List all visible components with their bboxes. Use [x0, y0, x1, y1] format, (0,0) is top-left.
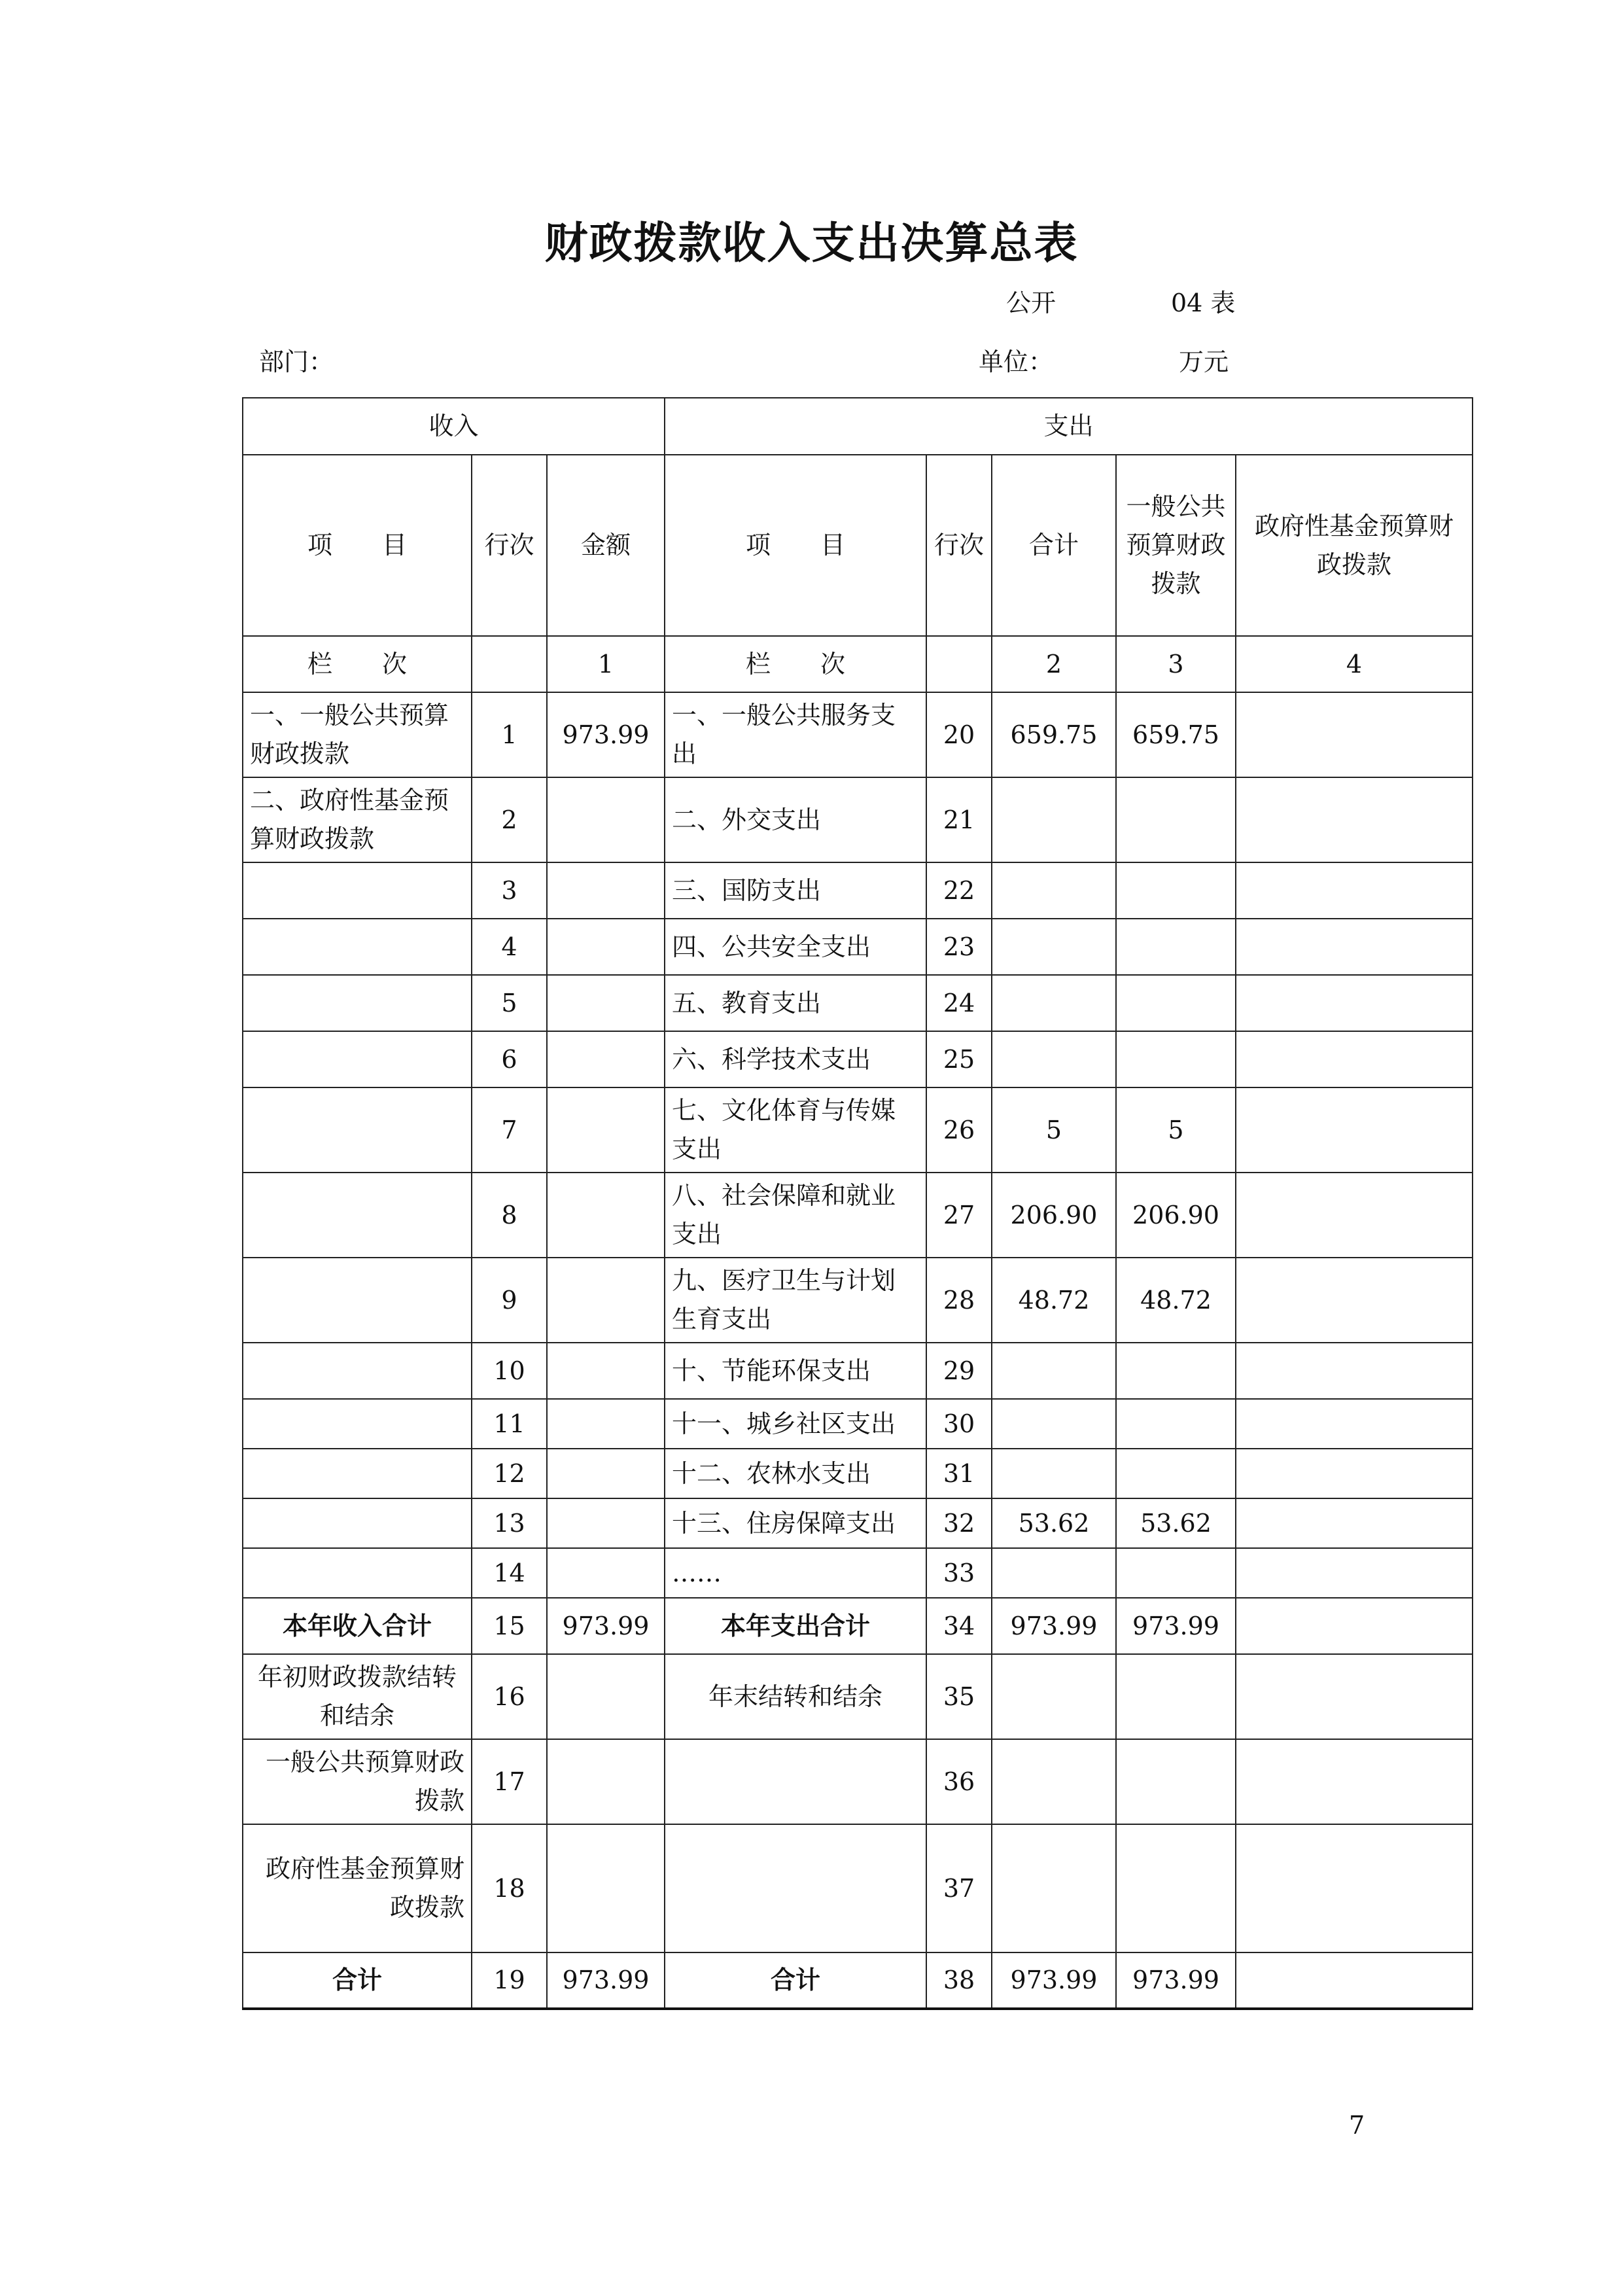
expense-total-cell: 48.72	[992, 1258, 1116, 1343]
income-amount-cell	[547, 975, 665, 1031]
expense-total-cell	[992, 1824, 1116, 1952]
income-item-cell	[243, 1548, 472, 1598]
expense-item-cell: 八、社会保障和就业支出	[665, 1173, 926, 1258]
expense-item-cell: 十二、农林水支出	[665, 1449, 926, 1498]
expense-total-cell	[992, 862, 1116, 919]
expense-line-cell: 20	[926, 692, 992, 777]
table-row	[243, 919, 1473, 975]
page-number: 7	[1349, 2111, 1365, 2140]
expense-item-cell: 三、国防支出	[665, 862, 926, 919]
expense-fund-cell	[1236, 1739, 1473, 1824]
income-line-cell: 7	[472, 1087, 547, 1173]
income-amount-cell: 973.99	[547, 692, 665, 777]
expense-total-cell	[992, 1399, 1116, 1449]
table-row	[243, 1031, 1473, 1087]
income-amount-cell	[547, 1343, 665, 1399]
expense-total-cell	[992, 919, 1116, 975]
expense-general-cell	[1116, 1654, 1236, 1739]
table-row	[243, 1087, 1473, 1173]
table-row	[243, 975, 1473, 1031]
income-amount-cell	[547, 1654, 665, 1739]
expense-item-cell	[665, 1824, 926, 1952]
expense-total-cell: 206.90	[992, 1173, 1116, 1258]
expense-general-cell: 206.90	[1116, 1173, 1236, 1258]
table-row	[243, 1498, 1473, 1548]
table-number: 04 表	[1171, 289, 1236, 317]
expense-line-cell: 26	[926, 1087, 992, 1173]
income-item-cell	[243, 1087, 472, 1173]
expense-item-header: 项 目	[665, 455, 926, 636]
expense-line-cell: 32	[926, 1498, 992, 1548]
expense-fund-cell	[1236, 975, 1473, 1031]
expense-general-cell	[1116, 1031, 1236, 1087]
expense-total-cell: 973.99	[992, 1598, 1116, 1654]
income-line-cell: 6	[472, 1031, 547, 1087]
income-line-cell: 3	[472, 862, 547, 919]
income-item-cell: 一般公共预算财政拨款	[243, 1739, 472, 1824]
income-item-cell: 政府性基金预算财政拨款	[243, 1824, 472, 1952]
income-line-cell: 17	[472, 1739, 547, 1824]
table-row	[243, 1739, 1473, 1824]
income-item-cell	[243, 1498, 472, 1548]
expense-general-cell	[1116, 919, 1236, 975]
income-line-cell: 4	[472, 919, 547, 975]
income-index-1: 1	[547, 636, 665, 692]
expense-total-cell: 659.75	[992, 692, 1116, 777]
income-index-label: 栏 次	[243, 636, 472, 692]
income-line-cell: 8	[472, 1173, 547, 1258]
expense-fund-cell	[1236, 1548, 1473, 1598]
table-row	[243, 1952, 1473, 2009]
expense-item-cell	[665, 1739, 926, 1824]
income-line-cell: 12	[472, 1449, 547, 1498]
income-amount-header: 金额	[547, 455, 665, 636]
table-row	[243, 1173, 1473, 1258]
income-item-cell	[243, 1343, 472, 1399]
expense-total-cell: 5	[992, 1087, 1116, 1173]
expense-total-cell	[992, 1654, 1116, 1739]
expense-general-cell: 973.99	[1116, 1598, 1236, 1654]
expense-total-cell	[992, 1739, 1116, 1824]
table-row	[243, 1654, 1473, 1739]
income-index-line	[472, 636, 547, 692]
expense-general-cell	[1116, 1739, 1236, 1824]
expense-fund-cell	[1236, 1031, 1473, 1087]
income-line-cell: 16	[472, 1654, 547, 1739]
expense-item-cell: 一、一般公共服务支出	[665, 692, 926, 777]
income-line-cell: 13	[472, 1498, 547, 1548]
expense-item-cell: 五、教育支出	[665, 975, 926, 1031]
expense-total-header: 合计	[992, 455, 1116, 636]
income-amount-cell	[547, 1031, 665, 1087]
expense-line-cell: 37	[926, 1824, 992, 1952]
expense-total-cell	[992, 1548, 1116, 1598]
expense-line-cell: 33	[926, 1548, 992, 1598]
expense-line-cell: 23	[926, 919, 992, 975]
public-label: 公开	[1006, 289, 1056, 317]
expense-fund-cell	[1236, 919, 1473, 975]
table-row	[243, 692, 1473, 777]
income-line-cell: 1	[472, 692, 547, 777]
income-line-cell: 19	[472, 1952, 547, 2009]
expense-line-cell: 36	[926, 1739, 992, 1824]
income-amount-cell	[547, 1739, 665, 1824]
expense-total-cell: 973.99	[992, 1952, 1116, 2009]
income-item-cell: 合计	[243, 1952, 472, 2009]
expense-total-cell	[992, 1031, 1116, 1087]
expense-item-cell: 二、外交支出	[665, 777, 926, 862]
expense-total-cell	[992, 777, 1116, 862]
expense-line-cell: 30	[926, 1399, 992, 1449]
income-amount-cell	[547, 1087, 665, 1173]
table-row	[243, 777, 1473, 862]
income-item-cell	[243, 862, 472, 919]
expense-header: 支出	[665, 398, 1473, 455]
income-item-cell: 二、政府性基金预算财政拨款	[243, 777, 472, 862]
income-item-cell	[243, 1449, 472, 1498]
income-amount-cell	[547, 1498, 665, 1548]
income-amount-cell	[547, 1824, 665, 1952]
table-row	[243, 1824, 1473, 1952]
report-title: 财政拨款收入支出决算总表	[544, 217, 1079, 268]
expense-fund-cell	[1236, 1498, 1473, 1548]
income-item-cell: 一、一般公共预算财政拨款	[243, 692, 472, 777]
income-line-cell: 11	[472, 1399, 547, 1449]
expense-item-cell: 十一、城乡社区支出	[665, 1399, 926, 1449]
income-item-cell	[243, 1173, 472, 1258]
table-row	[243, 1343, 1473, 1399]
expense-fund-cell	[1236, 1399, 1473, 1449]
expense-line-cell: 34	[926, 1598, 992, 1654]
expense-fund-cell	[1236, 1654, 1473, 1739]
income-amount-cell: 973.99	[547, 1952, 665, 2009]
income-item-cell	[243, 1399, 472, 1449]
expense-line-cell: 29	[926, 1343, 992, 1399]
expense-general-cell	[1116, 975, 1236, 1031]
income-amount-cell	[547, 1399, 665, 1449]
table-row	[243, 1449, 1473, 1498]
expense-line-header: 行次	[926, 455, 992, 636]
expense-item-cell: 七、文化体育与传媒支出	[665, 1087, 926, 1173]
department-label: 部门：	[259, 347, 334, 376]
income-line-cell: 18	[472, 1824, 547, 1952]
expense-fund-cell	[1236, 1173, 1473, 1258]
expense-fund-cell	[1236, 1598, 1473, 1654]
expense-total-cell	[992, 1343, 1116, 1399]
income-amount-cell	[547, 919, 665, 975]
income-amount-cell	[547, 777, 665, 862]
expense-line-cell: 21	[926, 777, 992, 862]
unit-label: 单位：	[979, 347, 1054, 376]
expense-general-cell	[1116, 777, 1236, 862]
expense-index-3: 3	[1116, 636, 1236, 692]
income-item-header: 项 目	[243, 455, 472, 636]
expense-line-cell: 25	[926, 1031, 992, 1087]
expense-fund-cell	[1236, 777, 1473, 862]
income-item-cell: 本年收入合计	[243, 1598, 472, 1654]
expense-general-cell	[1116, 862, 1236, 919]
income-item-cell	[243, 975, 472, 1031]
expense-item-cell: 年末结转和结余	[665, 1654, 926, 1739]
expense-fund-cell	[1236, 692, 1473, 777]
income-line-cell: 10	[472, 1343, 547, 1399]
income-item-cell	[243, 919, 472, 975]
income-line-cell: 14	[472, 1548, 547, 1598]
expense-general-cell: 973.99	[1116, 1952, 1236, 2009]
income-line-cell: 2	[472, 777, 547, 862]
expense-line-cell: 38	[926, 1952, 992, 2009]
income-line-cell: 15	[472, 1598, 547, 1654]
budget-table	[242, 397, 1473, 2010]
expense-item-cell: 六、科学技术支出	[665, 1031, 926, 1087]
table-row	[243, 1399, 1473, 1449]
table-row	[243, 1598, 1473, 1654]
expense-item-cell: 四、公共安全支出	[665, 919, 926, 975]
income-item-cell	[243, 1258, 472, 1343]
table-row	[243, 1548, 1473, 1598]
income-amount-cell	[547, 1173, 665, 1258]
expense-line-cell: 28	[926, 1258, 992, 1343]
expense-item-cell: ……	[665, 1548, 926, 1598]
income-line-header: 行次	[472, 455, 547, 636]
expense-general-cell	[1116, 1824, 1236, 1952]
expense-item-cell: 合计	[665, 1952, 926, 2009]
table-row	[243, 1258, 1473, 1343]
expense-index-2: 2	[992, 636, 1116, 692]
expense-fund-cell	[1236, 1824, 1473, 1952]
income-amount-cell: 973.99	[547, 1598, 665, 1654]
expense-fund-cell	[1236, 862, 1473, 919]
expense-general-cell: 5	[1116, 1087, 1236, 1173]
expense-total-cell	[992, 975, 1116, 1031]
income-item-cell	[243, 1031, 472, 1087]
expense-general-cell: 659.75	[1116, 692, 1236, 777]
expense-line-cell: 35	[926, 1654, 992, 1739]
expense-line-cell: 22	[926, 862, 992, 919]
income-amount-cell	[547, 862, 665, 919]
income-amount-cell	[547, 1449, 665, 1498]
expense-line-cell: 24	[926, 975, 992, 1031]
expense-general-cell	[1116, 1343, 1236, 1399]
expense-fund-cell	[1236, 1087, 1473, 1173]
expense-general-header: 一般公共预算财政拨款	[1116, 455, 1236, 636]
expense-general-cell	[1116, 1548, 1236, 1598]
table-row	[243, 862, 1473, 919]
expense-item-cell: 十三、住房保障支出	[665, 1498, 926, 1548]
expense-fund-cell	[1236, 1258, 1473, 1343]
expense-general-cell: 48.72	[1116, 1258, 1236, 1343]
income-amount-cell	[547, 1548, 665, 1598]
income-line-cell: 9	[472, 1258, 547, 1343]
expense-index-4: 4	[1236, 636, 1473, 692]
expense-index-label: 栏 次	[665, 636, 926, 692]
expense-index-line	[926, 636, 992, 692]
expense-fund-cell	[1236, 1449, 1473, 1498]
expense-general-cell	[1116, 1449, 1236, 1498]
expense-fund-header: 政府性基金预算财政拨款	[1236, 455, 1473, 636]
expense-item-cell: 九、医疗卫生与计划生育支出	[665, 1258, 926, 1343]
expense-general-cell: 53.62	[1116, 1498, 1236, 1548]
income-line-cell: 5	[472, 975, 547, 1031]
expense-fund-cell	[1236, 1952, 1473, 2009]
expense-line-cell: 31	[926, 1449, 992, 1498]
expense-total-cell	[992, 1449, 1116, 1498]
expense-fund-cell	[1236, 1343, 1473, 1399]
expense-item-cell: 本年支出合计	[665, 1598, 926, 1654]
expense-general-cell	[1116, 1399, 1236, 1449]
unit-value: 万元	[1179, 347, 1229, 376]
income-item-cell: 年初财政拨款结转和结余	[243, 1654, 472, 1739]
expense-item-cell: 十、节能环保支出	[665, 1343, 926, 1399]
income-amount-cell	[547, 1258, 665, 1343]
income-header: 收入	[243, 398, 665, 455]
expense-line-cell: 27	[926, 1173, 992, 1258]
expense-total-cell: 53.62	[992, 1498, 1116, 1548]
